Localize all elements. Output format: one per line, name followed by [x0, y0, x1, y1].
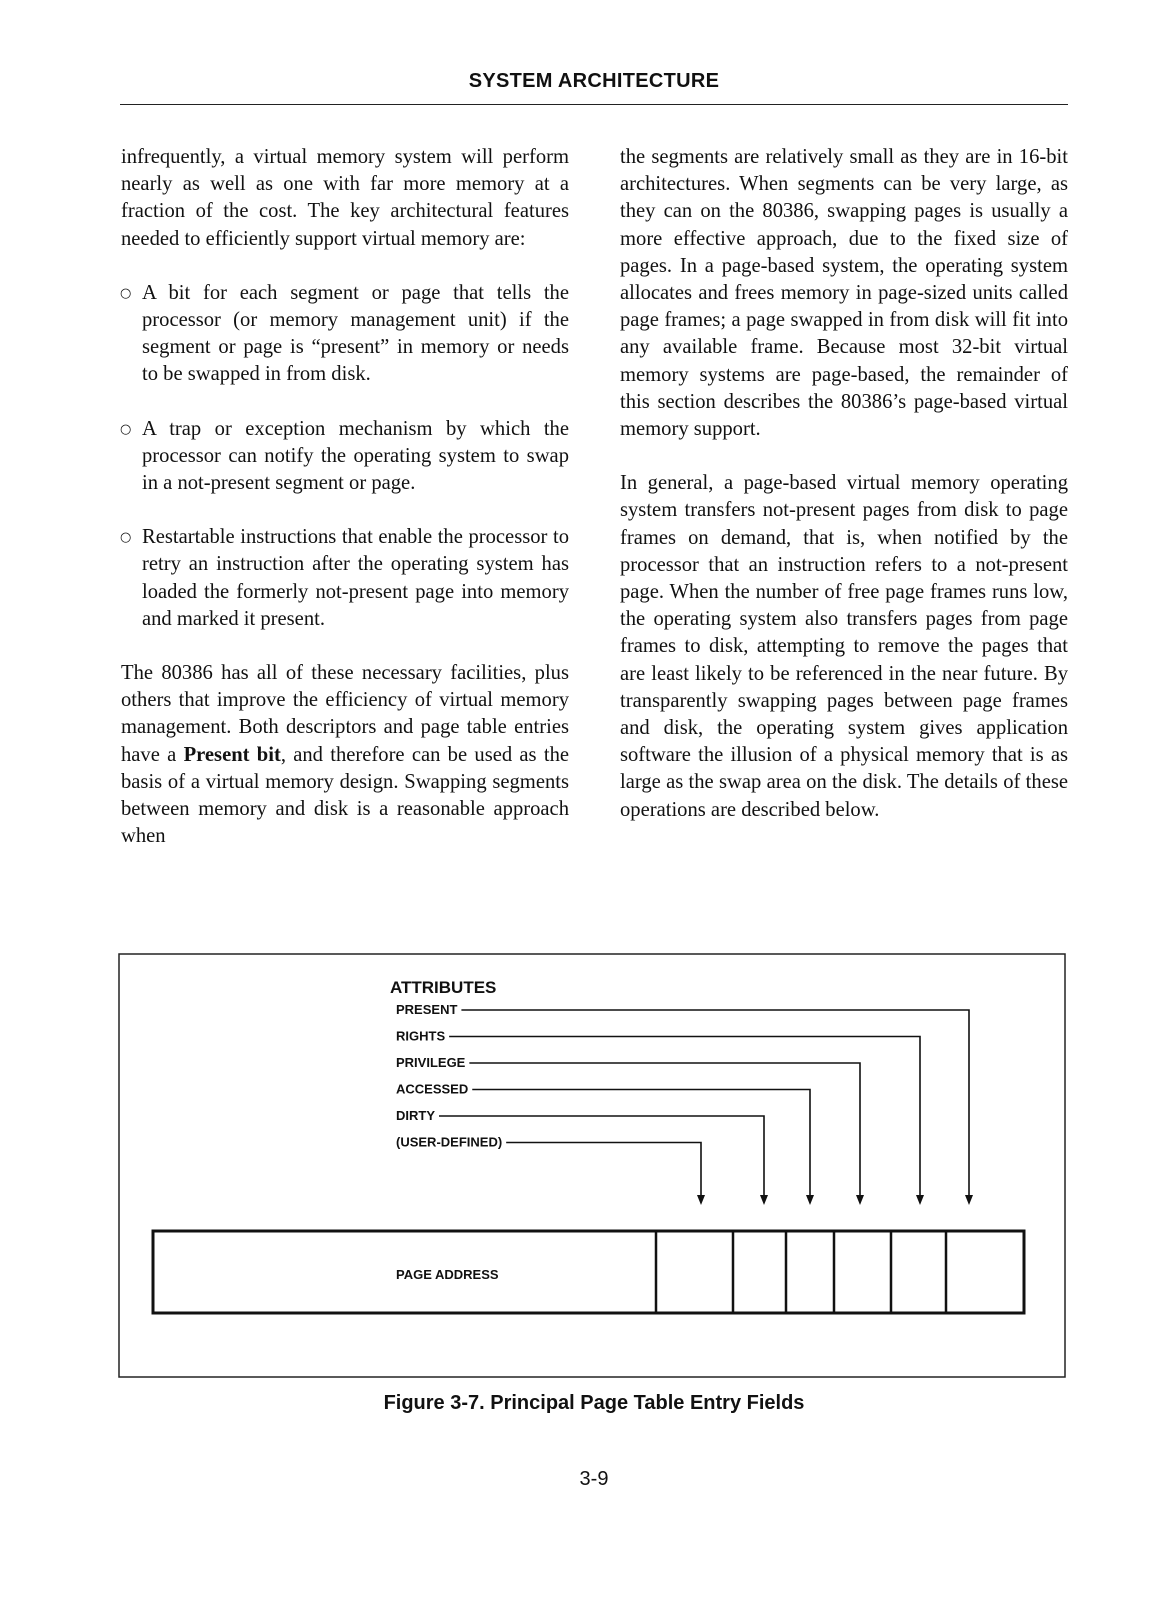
intro-paragraph: infrequently, a virtual memory system will perform nearly as well as one with far more memory at a fraction of the cost. The key architectural features needed to efficiently support virtual memory are: [121, 146, 569, 250]
list-item [121, 524, 569, 633]
list-item-text: Restartable instructions that enable the processor to retry an instruction after the operating system has loaded the formerly not-present page into memory and marked it present. [142, 526, 569, 630]
arrow-down-icon [916, 1195, 924, 1205]
running-header: SYSTEM ARCHITECTURE [468, 70, 720, 92]
facilities-text-end: , and therefore can be used as the basis of a virtual memory design. Swapping segments between memory and disk is a reasonable approach when [121, 743, 570, 848]
bullet-circle-icon: ○ [120, 421, 132, 437]
attribute-label: ACCESSED [396, 1081, 469, 1097]
attributes-title: ATTRIBUTES [390, 978, 497, 997]
attribute-leader-line [439, 1116, 764, 1197]
present-bit-term: Present bit [183, 743, 281, 766]
attribute-label: DIRTY [396, 1108, 435, 1123]
arrow-down-icon [806, 1195, 814, 1205]
arrow-down-icon [697, 1195, 705, 1205]
paging-paragraph: In general, a page-based virtual memory operating system transfers not-present pages from disk to page frames on demand, that is, when notified by the processor that an instruction refers to a not-present page. When the number of free page frames runs low, the operating system also transfers pages from page frames to disk, attempting to remove the pages that are least likely to be referenced in the near future. By transparently swapping pages between page frames and disk, the operating system gives application software the illusion of a physical memory that is as large as the swap area on the disk. The details of these operations are described below. [620, 472, 1068, 821]
arrow-down-icon [856, 1195, 864, 1205]
attribute-label: RIGHTS [396, 1028, 446, 1044]
attribute-label: PRIVILEGE [396, 1055, 466, 1070]
figure-caption: Figure 3-7. Principal Page Table Entry Fields [383, 1392, 805, 1414]
list-item [121, 280, 569, 389]
list-item [121, 416, 569, 498]
left-column [121, 144, 569, 850]
feature-list [121, 280, 569, 633]
facilities-text-start: The 80386 has all of these necessary facilities, plus others that improve the efficiency of virtual memory management. Both descriptors and page table entries have a [121, 662, 569, 766]
page-table-entry-box [153, 1231, 1024, 1313]
figure-page-table-entry [118, 953, 1066, 1378]
attribute-bit-cells [656, 1231, 946, 1313]
attribute-labels [396, 1002, 973, 1205]
list-item-text: A trap or exception mechanism by which the processor can notify the operating system to swap in a not-present segment or page. [142, 417, 569, 495]
facilities-paragraph [121, 660, 569, 850]
attribute-leader-line [506, 1143, 701, 1198]
header-rule [120, 104, 1068, 105]
right-column [620, 144, 1068, 824]
attribute-label: PRESENT [396, 1002, 458, 1017]
page-number: 3-9 [579, 1468, 609, 1490]
attribute-label: (USER-DEFINED) [396, 1134, 503, 1150]
attribute-leader-line [469, 1063, 860, 1197]
page-address-label: PAGE ADDRESS [396, 1267, 499, 1282]
list-item-text: A bit for each segment or page that tells the processor (or memory management unit) if the segment or page is “present” in memory or needs to be swapped in from disk. [142, 281, 569, 386]
bullet-circle-icon: ○ [120, 285, 132, 301]
segments-paragraph: the segments are relatively small as they are in 16-bit architectures. When segments can be very large, as they can on the 80386, swapping pages is usually a more effective approach, due to the fixed size of pages. In a page-based system, the operating system allocates and frees memory in page-sized units called page frames; a page swapped in from disk will fit into any available frame. Because most 32-bit virtual memory systems are page-based, the remainder of this section describes the 80386’s page-based virtual memory support. [620, 146, 1068, 441]
arrow-down-icon [760, 1195, 768, 1205]
page-table-entry-diagram [118, 953, 1066, 1378]
attribute-leader-line [461, 1010, 969, 1197]
arrow-down-icon [965, 1195, 973, 1205]
bullet-circle-icon: ○ [120, 530, 132, 546]
